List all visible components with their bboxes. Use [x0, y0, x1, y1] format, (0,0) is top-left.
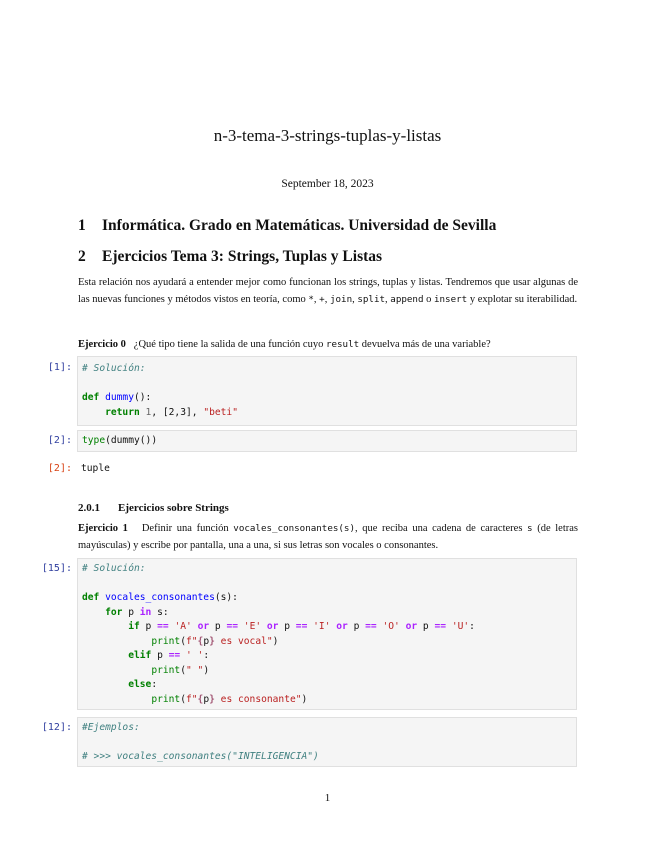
code-cell-15[interactable]: # Solución: def vocales_consonantes(s): for p in s: if p == 'A' or p == 'E' or p == 'I' or p == 'O' or p == 'U': print(f"{p} es vocal") elif p == ' ': print(" ") else: print(f"{p} es consonante")	[77, 558, 577, 710]
subsection-heading: 2.0.1 Ejercicios sobre Strings	[78, 502, 229, 514]
document-title: n-3-tema-3-strings-tuplas-y-listas	[213, 126, 442, 145]
section-heading-1	[78, 217, 496, 235]
page-number: 1	[324, 792, 331, 804]
section-number: 1	[78, 217, 86, 234]
cell-15-prompt: [15]:	[41, 563, 72, 574]
exercise-label: Ejercicio 0	[78, 339, 126, 350]
section-number: 2	[78, 248, 86, 265]
document-date: September 18, 2023	[281, 178, 374, 190]
exercise-label: Ejercicio 1	[78, 523, 128, 534]
cell-2-prompt: [2]:	[47, 435, 72, 446]
cell-1-prompt: [1]:	[47, 362, 72, 373]
section-heading-2	[78, 248, 382, 266]
output-2-value: tuple	[81, 463, 110, 474]
exercise-0-statement: Ejercicio 0 ¿Qué tipo tiene la salida de una función cuyo result devuelva más de una variable?	[78, 339, 491, 350]
output-2-prompt: [2]:	[47, 463, 72, 474]
code-cell-12[interactable]: #Ejemplos: # >>> vocales_consonantes("INTELIGENCIA")	[77, 717, 577, 767]
cell-12-prompt: [12]:	[41, 722, 72, 733]
intro-paragraph: Esta relación nos ayudará a entender mejor como funcionan los strings, tuplas y listas. Tendremos que usar algunas de las nuevas funciones y métodos vistos en teoría, como *, +, join, split, append o insert y explotar su iterabilidad.	[78, 277, 578, 305]
section-title: Informática. Grado en Matemáticas. Universidad de Sevilla	[102, 217, 497, 234]
code-cell-1[interactable]: # Solución: def dummy(): return 1, [2,3], "beti"	[77, 356, 577, 426]
exercise-1-statement: Ejercicio 1 Definir una función vocales_consonantes(s), que reciba una cadena de caracteres s (de letras mayúsculas) y escribe por pantalla, una a una, si sus letras son vocales o consonantes.	[78, 523, 579, 551]
section-title: Ejercicios Tema 3: Strings, Tuplas y Listas	[102, 248, 383, 265]
code-cell-2[interactable]: type(dummy())	[77, 430, 577, 452]
